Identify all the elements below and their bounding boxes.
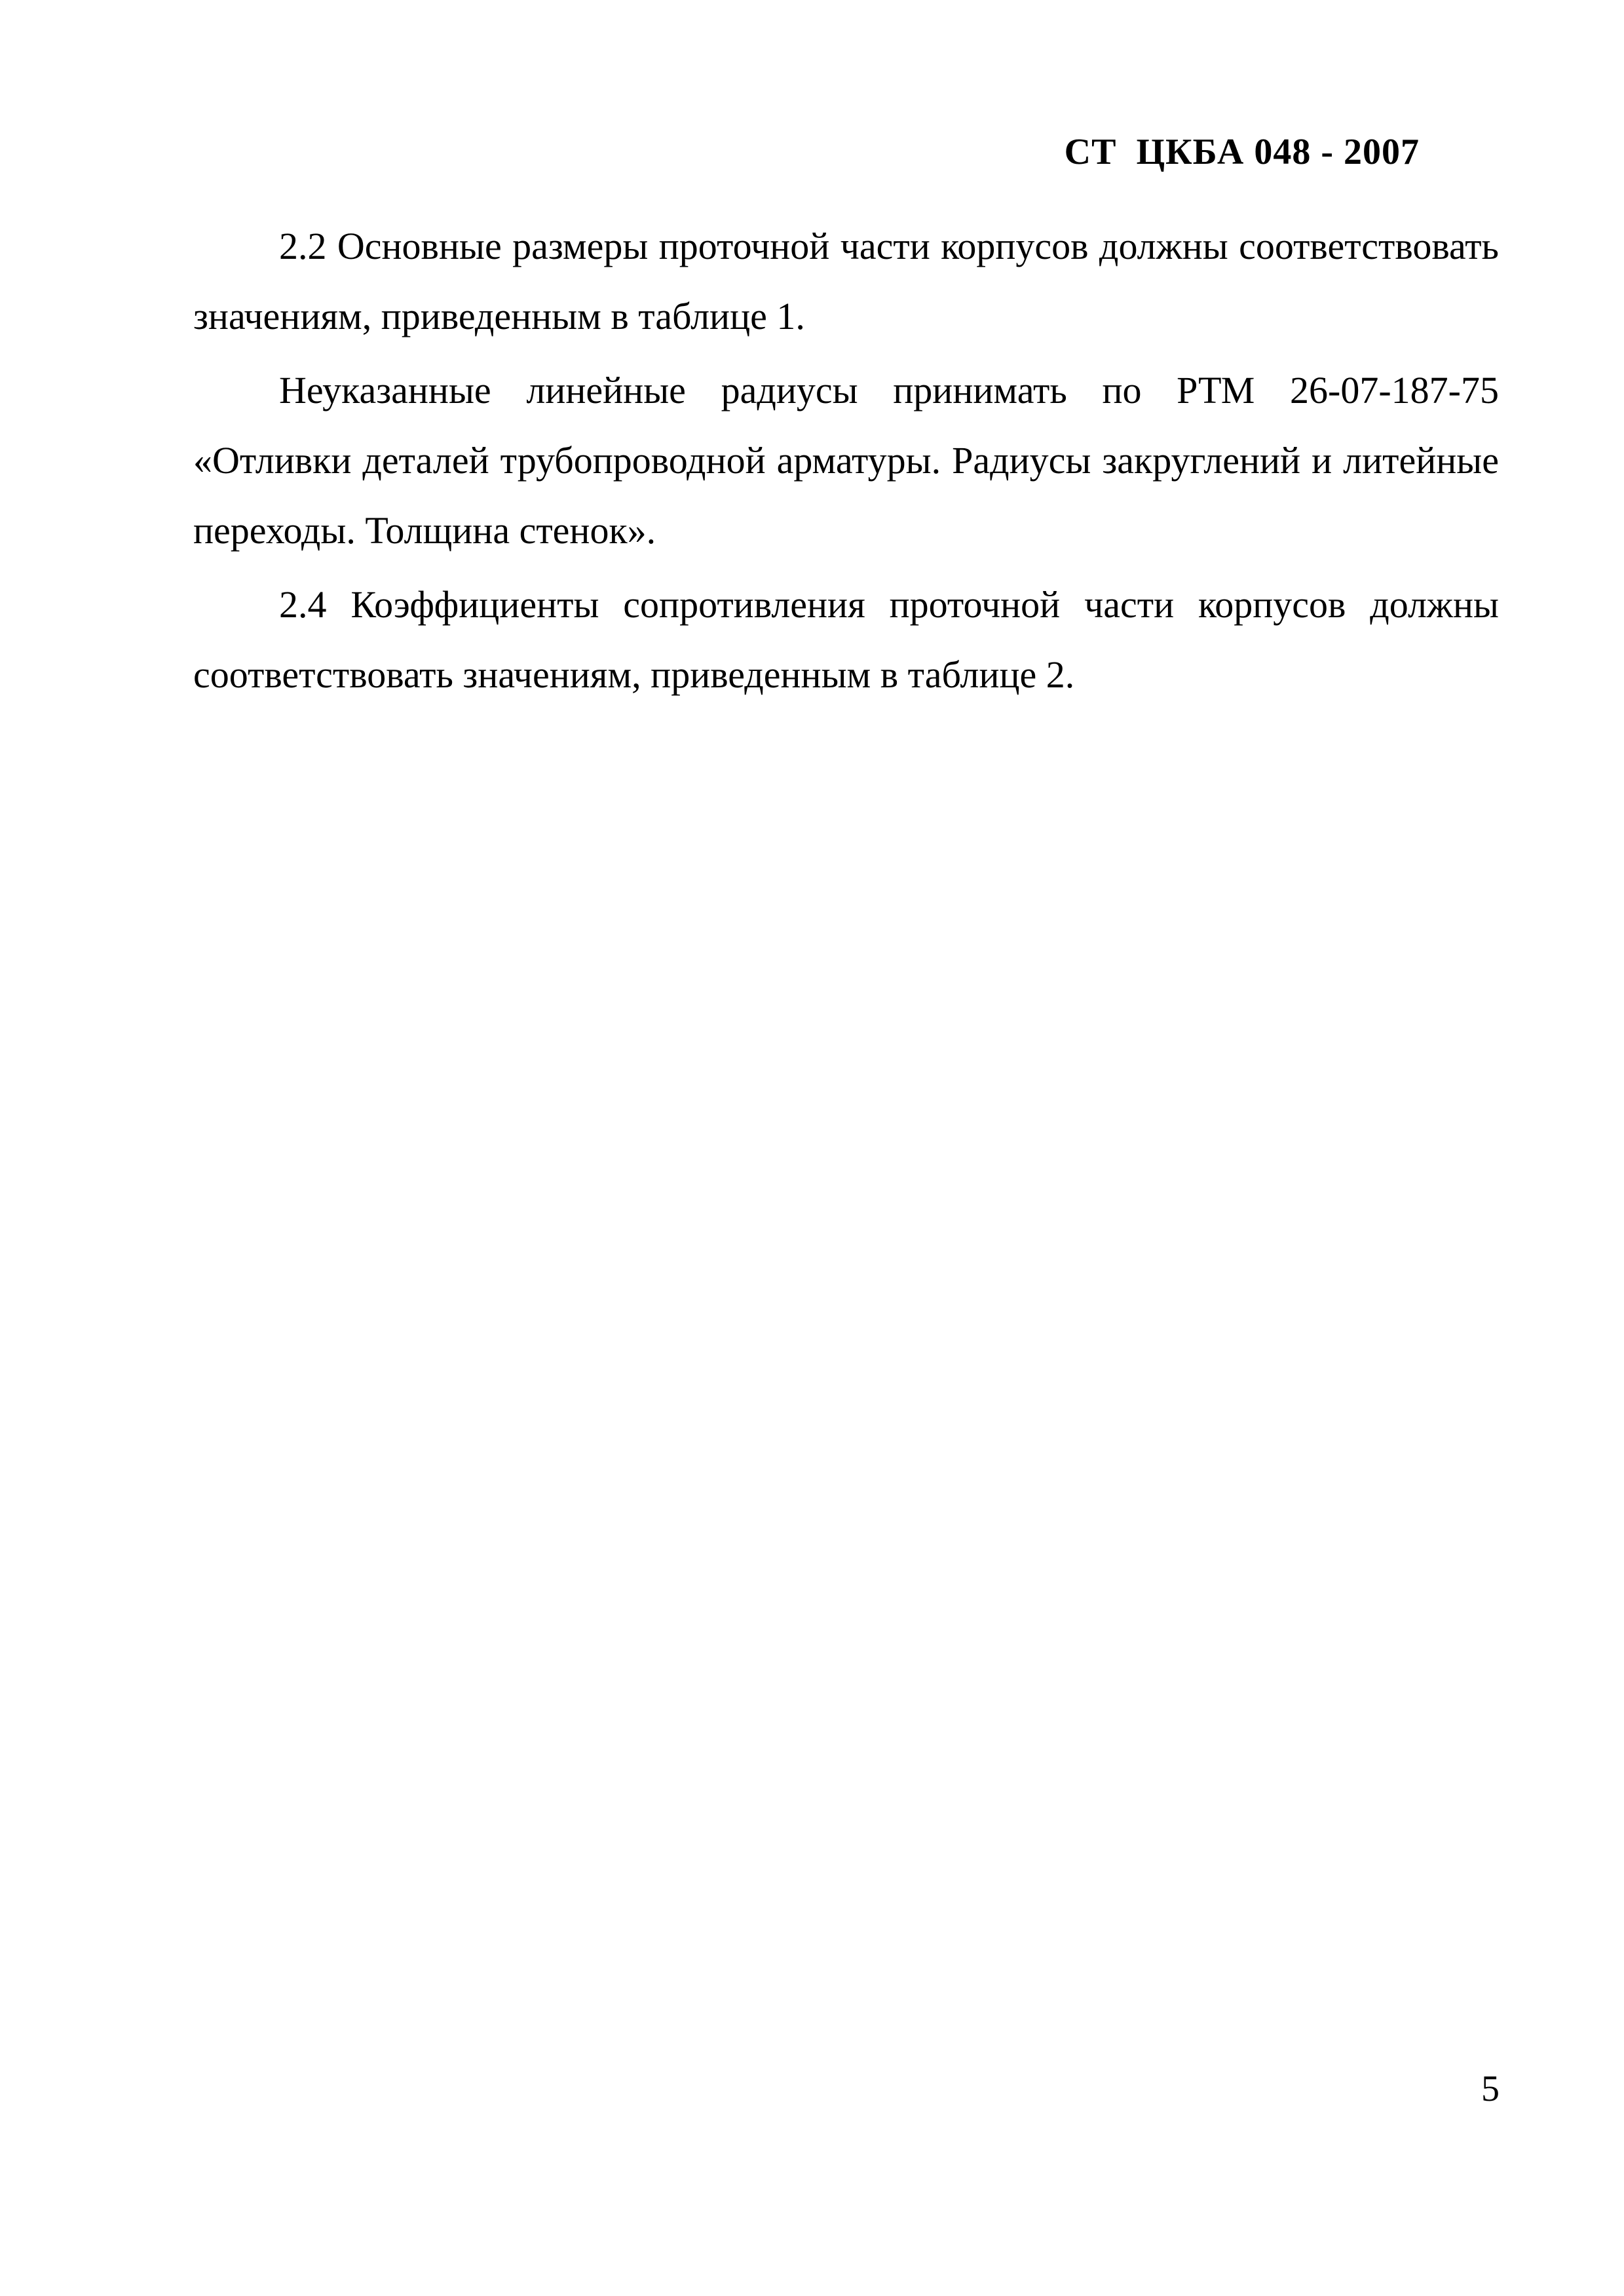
- paragraph-resistance-coefficients: 2.4 Коэффициенты сопротивления проточной части корпусов должны соответствовать значениям, приведенным в таблице 2.: [193, 583, 1499, 696]
- document-code-header: СТ ЦКБА 048 - 2007: [1064, 132, 1420, 172]
- page-number: 5: [1481, 2069, 1500, 2109]
- paragraph-main-dimensions: 2.2 Основные размеры проточной части корпусов должны соответствовать значениям, приведенным в таблице 1.: [193, 225, 1499, 337]
- paragraph-unspecified-radii: Неуказанные линейные радиусы принимать по РТМ 26-07-187-75 «Отливки деталей трубопроводной арматуры. Радиусы закруглений и литейные переходы. Толщина стенок».: [193, 369, 1499, 552]
- document-body: [193, 211, 1499, 714]
